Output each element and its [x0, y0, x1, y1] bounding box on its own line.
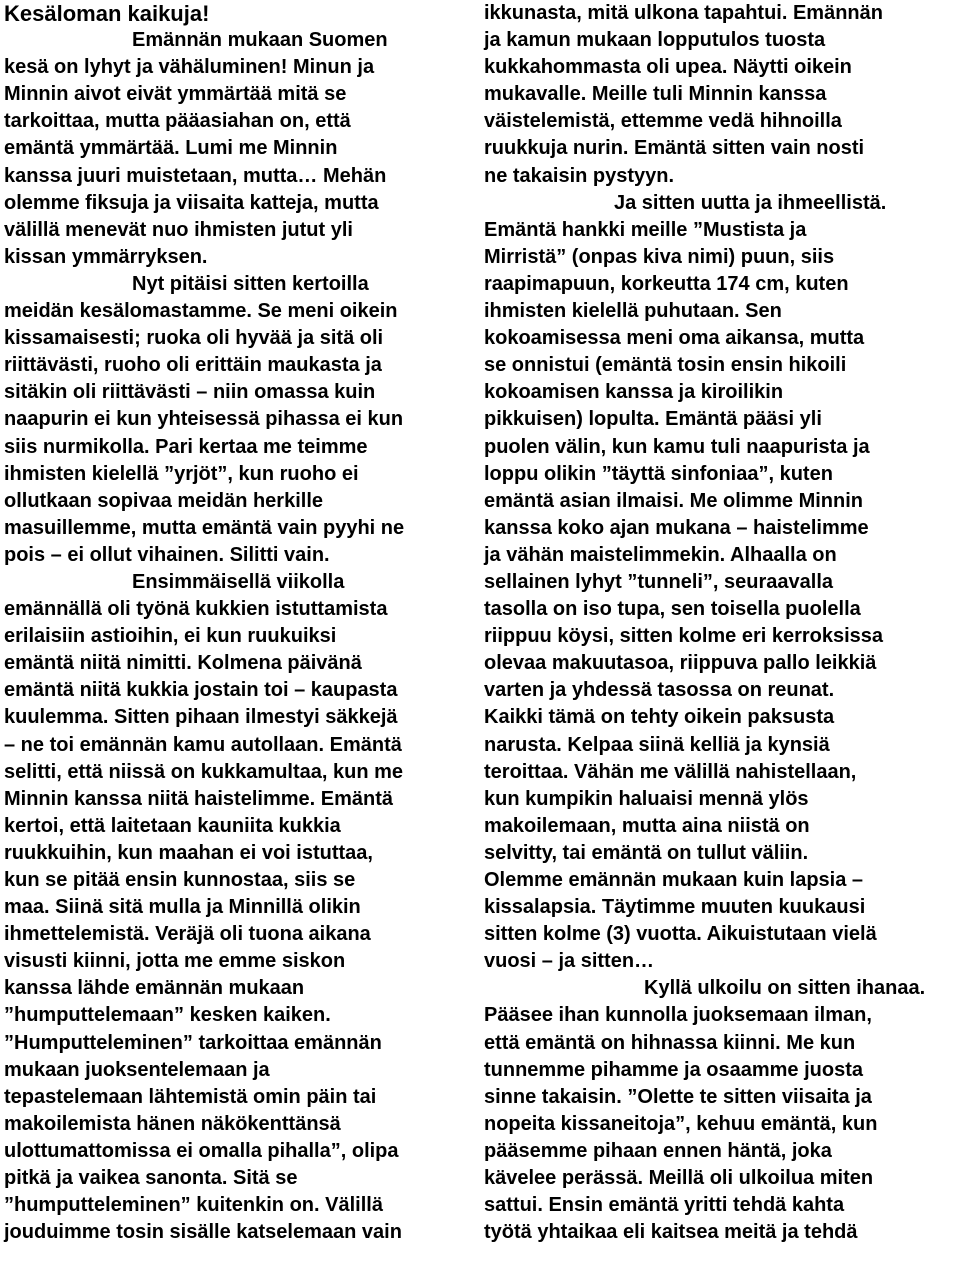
paragraph-line: puolen välin, kun kamu tuli naapurista ja — [484, 435, 870, 458]
paragraph-line: Minnin kanssa niitä haistelimme. Emäntä — [4, 787, 394, 810]
paragraph-line: Kyllä ulkoilu on sitten ihanaa. — [644, 977, 926, 1000]
paragraph-line: mukaan juoksentelemaan ja — [4, 1058, 270, 1081]
paragraph-line: sitten kolme (3) vuotta. Aikuistutaan vielä — [484, 923, 877, 946]
paragraph-line: tasolla on iso tupa, sen toisella puolella — [484, 598, 861, 621]
paragraph-line: ihmisten kielellä puhutaan. Sen — [484, 300, 782, 323]
paragraph-line: kokoamisen kanssa ja kiroilikin — [484, 381, 784, 404]
paragraph-line: ihmettelemistä. Veräjä oli tuona aikana — [4, 923, 371, 946]
paragraph-line: varten ja yhdessä tasossa on reunat. — [484, 679, 835, 702]
paragraph-line: Pääsee ihan kunnolla juoksemaan ilman, — [484, 1004, 872, 1027]
paragraph-line: – ne toi emännän kamu autollaan. Emäntä — [4, 733, 402, 756]
paragraph-line: teroittaa. Vähän me välillä nahistellaan, — [484, 760, 857, 783]
paragraph-line: riippuu köysi, sitten kolme eri kerroksissa — [484, 625, 884, 648]
paragraph-line: jouduimme tosin sisälle katselemaan vain — [4, 1221, 402, 1244]
paragraph-line: riittävästi, ruoho oli erittäin maukasta ja — [4, 354, 382, 377]
paragraph-line: narusta. Kelpaa siinä kelliä ja kynsiä — [484, 733, 830, 756]
paragraph-line: kanssa koko ajan mukana – haistelimme — [484, 516, 869, 539]
right-column — [484, 0, 958, 1246]
paragraph-line: sinne takaisin. ”Olette te sitten viisaita ja — [484, 1085, 872, 1108]
paragraph-line: kävelee perässä. Meillä oli ulkoilua miten — [484, 1167, 874, 1190]
paragraph-line: ruukkuihin, kun maahan ei voi istuttaa, — [4, 841, 373, 864]
paragraph-line: kissalapsia. Täytimme muuten kuukausi — [484, 896, 866, 919]
article-title: Kesäloman kaikuja! — [4, 1, 210, 26]
left-column — [4, 0, 482, 1246]
paragraph-line: meidän kesälomastamme. Se meni oikein — [4, 300, 398, 323]
paragraph-line: kokoamisessa meni oma aikansa, mutta — [484, 327, 865, 350]
paragraph-line: Emännän mukaan Suomen — [132, 29, 388, 52]
paragraph-line: sattui. Ensin emäntä yritti tehdä kahta — [484, 1194, 845, 1217]
paragraph-line: kuulemma. Sitten pihaan ilmestyi säkkejä — [4, 706, 398, 729]
paragraph-line: pitkä ja vaikea sanonta. Sitä se — [4, 1167, 298, 1190]
paragraph-line: maa. Siinä sitä mulla ja Minnillä olikin — [4, 896, 361, 919]
paragraph-line: kanssa juuri muistetaan, mutta… Mehän — [4, 164, 387, 187]
paragraph-line: Minnin aivot eivät ymmärtää mitä se — [4, 83, 347, 106]
paragraph-line: Mirristä” (onpas kiva nimi) puun, siis — [484, 245, 835, 268]
paragraph-line: että emäntä on hihnassa kiinni. Me kun — [484, 1031, 856, 1054]
paragraph-line: välillä menevät nuo ihmisten jutut yli — [4, 218, 353, 241]
paragraph-line: emäntä niitä kukkia jostain toi – kaupasta — [4, 679, 398, 702]
paragraph-line: naapurin ei kun yhteisessä pihassa ei kun — [4, 408, 404, 431]
paragraph-line: Olemme emännän mukaan kuin lapsia – — [484, 869, 864, 891]
paragraph-line: emäntä asian ilmaisi. Me olimme Minnin — [484, 489, 863, 512]
paragraph-line: emännällä oli työnä kukkien istuttamista — [4, 598, 388, 621]
paragraph-line: makoilemista hänen näkökenttänsä — [4, 1112, 341, 1135]
paragraph-line: työtä yhtaikaa eli kaitsea meitä ja tehdä — [484, 1221, 858, 1244]
paragraph-line: pääsemme pihaan ennen häntä, joka — [484, 1139, 832, 1162]
paragraph-line: Emäntä hankki meille ”Mustista ja — [484, 218, 807, 241]
paragraph-line: masuillemme, mutta emäntä vain pyyhi ne — [4, 516, 405, 539]
paragraph-line: ja vähän maistelimmekin. Alhaalla on — [484, 543, 837, 566]
paragraph-line: väistelemistä, ettemme vedä hihnoilla — [484, 110, 842, 133]
paragraph-line: kertoi, että laitetaan kauniita kukkia — [4, 814, 341, 837]
paragraph-line: ruukkuja nurin. Emäntä sitten vain nosti — [484, 137, 865, 160]
paragraph-line: raapimapuun, korkeutta 174 cm, kuten — [484, 272, 849, 295]
paragraph-line: sitäkin oli riittävästi – niin omassa kuin — [4, 381, 376, 404]
paragraph-line: emäntä ymmärtää. Lumi me Minnin — [4, 137, 338, 160]
paragraph-line: kukkahommasta oli upea. Näytti oikein — [484, 56, 852, 79]
paragraph-line: ja kamun mukaan lopputulos tuosta — [484, 29, 826, 52]
paragraph-line: ”humputteleminen” kuitenkin on. Välillä — [4, 1194, 383, 1217]
paragraph-line: selvitty, tai emäntä on tullut väliin. — [484, 841, 809, 864]
paragraph-line: ihmisten kielellä ”yrjöt”, kun ruoho ei — [4, 462, 359, 485]
paragraph-line: pikkuisen) lopulta. Emäntä pääsi yli — [484, 408, 822, 431]
paragraph-line: tepastelemaan lähtemistä omin päin tai — [4, 1085, 377, 1108]
paragraph-line: ne takaisin pystyyn. — [484, 164, 675, 187]
paragraph-line: olevaa makuutasoa, riippuva pallo leikkiä — [484, 652, 877, 675]
paragraph-line: ”humputtelemaan” kesken kaiken. — [4, 1004, 331, 1027]
paragraph-line: visusti kiinni, jotta me emme siskon — [4, 950, 346, 973]
paragraph-line: erilaisiin astioihin, ei kun ruukuiksi — [4, 625, 337, 648]
paragraph-line: ikkunasta, mitä ulkona tapahtui. Emännän — [484, 2, 883, 24]
paragraph-line: kun se pitää ensin kunnostaa, siis se — [4, 869, 356, 891]
paragraph-line: kissamaisesti; ruoka oli hyvää ja sitä oli — [4, 327, 384, 350]
paragraph-line: selitti, että niissä on kukkamultaa, kun me — [4, 760, 404, 783]
paragraph-line: kesä on lyhyt ja vähäluminen! Minun ja — [4, 56, 375, 79]
paragraph-line: kissan ymmärryksen. — [4, 245, 208, 268]
paragraph-line: kanssa lähde emännän mukaan — [4, 977, 305, 1000]
paragraph-line: ulottumattomissa ei omalla pihalla”, olipa — [4, 1139, 399, 1162]
paragraph-line: mukavalle. Meille tuli Minnin kanssa — [484, 83, 827, 106]
paragraph-line: Kaikki tämä on tehty oikein paksusta — [484, 706, 835, 729]
paragraph-line: tarkoittaa, mutta pääasiahan on, että — [4, 110, 351, 133]
paragraph-line: ”Humputteleminen” tarkoittaa emännän — [4, 1031, 382, 1054]
paragraph-line: loppu olikin ”täyttä sinfoniaa”, kuten — [484, 462, 833, 485]
paragraph-line: se onnistui (emäntä tosin ensin hikoili — [484, 354, 847, 377]
paragraph-line: Ja sitten uutta ja ihmeellistä. — [614, 191, 887, 214]
paragraph-line: siis nurmikolla. Pari kertaa me teimme — [4, 435, 368, 458]
paragraph-line: Nyt pitäisi sitten kertoilla — [132, 272, 369, 295]
paragraph-line: vuosi – ja sitten… — [484, 950, 655, 973]
paragraph-line: nopeita kissaneitoja”, kehuu emäntä, kun — [484, 1112, 878, 1135]
paragraph-line: ollutkaan sopivaa meidän herkille — [4, 489, 324, 512]
paragraph-line: tunnemme pihamme ja osaamme juosta — [484, 1058, 864, 1081]
paragraph-line: sellainen lyhyt ”tunneli”, seuraavalla — [484, 570, 834, 593]
paragraph-line: emäntä niitä nimitti. Kolmena päivänä — [4, 652, 362, 675]
paragraph-line: kun kumpikin haluaisi mennä ylös — [484, 787, 809, 810]
paragraph-line: Ensimmäisellä viikolla — [132, 570, 345, 593]
paragraph-line: olemme fiksuja ja viisaita katteja, mutta — [4, 191, 379, 214]
paragraph-line: pois – ei ollut vihainen. Silitti vain. — [4, 543, 330, 566]
paragraph-line: makoilemaan, mutta aina niistä on — [484, 814, 810, 837]
